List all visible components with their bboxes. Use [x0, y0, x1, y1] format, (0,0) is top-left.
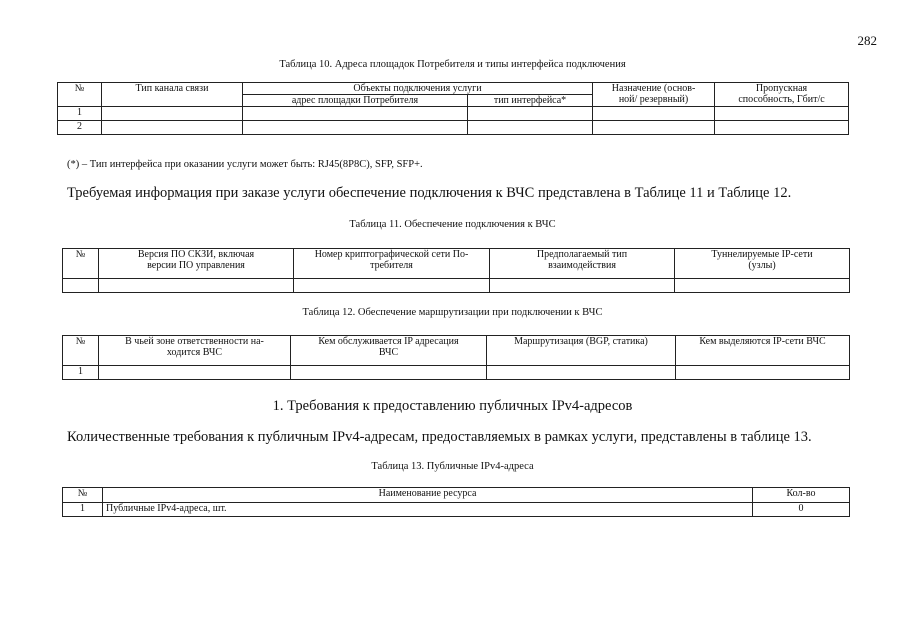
t13-row-name: Публичные IPv4-адреса, шт.: [103, 503, 753, 517]
t11-col-tunnels: Туннелируемые IP-сети (узлы): [675, 249, 850, 279]
table-row: [58, 107, 849, 121]
t12-col-no: №: [63, 336, 99, 366]
t12-col-routing: Маршрутизация (BGP, статика): [487, 336, 676, 366]
t13-row-no: 1: [63, 503, 103, 517]
t13-col-qty: Кол-во: [753, 488, 850, 503]
table-row: [58, 121, 849, 135]
t10-col-no: №: [58, 83, 102, 107]
table11-caption: Таблица 11. Обеспечение подключения к ВЧС: [349, 219, 556, 230]
table13-caption: Таблица 13. Публичные IPv4-адреса: [371, 461, 534, 472]
t11-col-software: Версия ПО СКЗИ, включая версии ПО управления: [99, 249, 294, 279]
t10-row-no: 1: [58, 107, 102, 121]
page-number: 282: [857, 33, 877, 48]
t12-row-no: 1: [63, 366, 99, 380]
t13-row-qty: 0: [753, 503, 850, 517]
table11: [62, 248, 850, 293]
t13-col-name: Наименование ресурса: [103, 488, 753, 503]
t11-col-interaction: Предполагаемый тип взаимодействия: [490, 249, 675, 279]
t13-col-no: №: [63, 488, 103, 503]
t10-row-no: 2: [58, 121, 102, 135]
t12-col-addressing: Кем обслуживается IP адресация ВЧС: [291, 336, 487, 366]
t12-col-zone: В чьей зоне ответственности на- ходится ВЧС: [99, 336, 291, 366]
paragraph-2: Количественные требования к публичным IPv4-адресам, предоставляемых в рамках услуги, представлены в таблице 13.: [67, 429, 812, 445]
t12-col-allocation: Кем выделяются IP-сети ВЧС: [676, 336, 850, 366]
t10-col-bandwidth: Пропускная способность, Гбит/с: [715, 83, 849, 107]
table-row: [63, 503, 850, 517]
t10-col-purpose: Назначение (основ- ной/ резервный): [593, 83, 715, 107]
t11-col-no: №: [63, 249, 99, 279]
paragraph-1: Требуемая информация при заказе услуги обеспечение подключения к ВЧС представлена в Таблице 11 и Таблице 12.: [67, 185, 792, 201]
t10-col-channel: Тип канала связи: [102, 83, 243, 107]
t10-col-objects: Объекты подключения услуги: [243, 83, 593, 95]
table12: [62, 335, 850, 380]
table13: [62, 487, 850, 517]
table12-caption: Таблица 12. Обеспечение маршрутизации при подключении к ВЧС: [302, 307, 603, 318]
table-row: [63, 366, 850, 380]
t11-col-network: Номер криптографической сети По- требителя: [294, 249, 490, 279]
table10-caption: Таблица 10. Адреса площадок Потребителя и типы интерфейса подключения: [279, 59, 626, 70]
section-heading: 1. Требования к предоставлению публичных IPv4-адресов: [272, 398, 633, 414]
t10-col-address: адрес площадки Потребителя: [243, 95, 468, 107]
t10-col-iface: тип интерфейса*: [468, 95, 593, 107]
table10: [57, 82, 849, 135]
table-row: [63, 279, 850, 293]
footnote: (*) – Тип интерфейса при оказании услуги может быть: RJ45(8P8C), SFP, SFP+.: [67, 159, 423, 170]
